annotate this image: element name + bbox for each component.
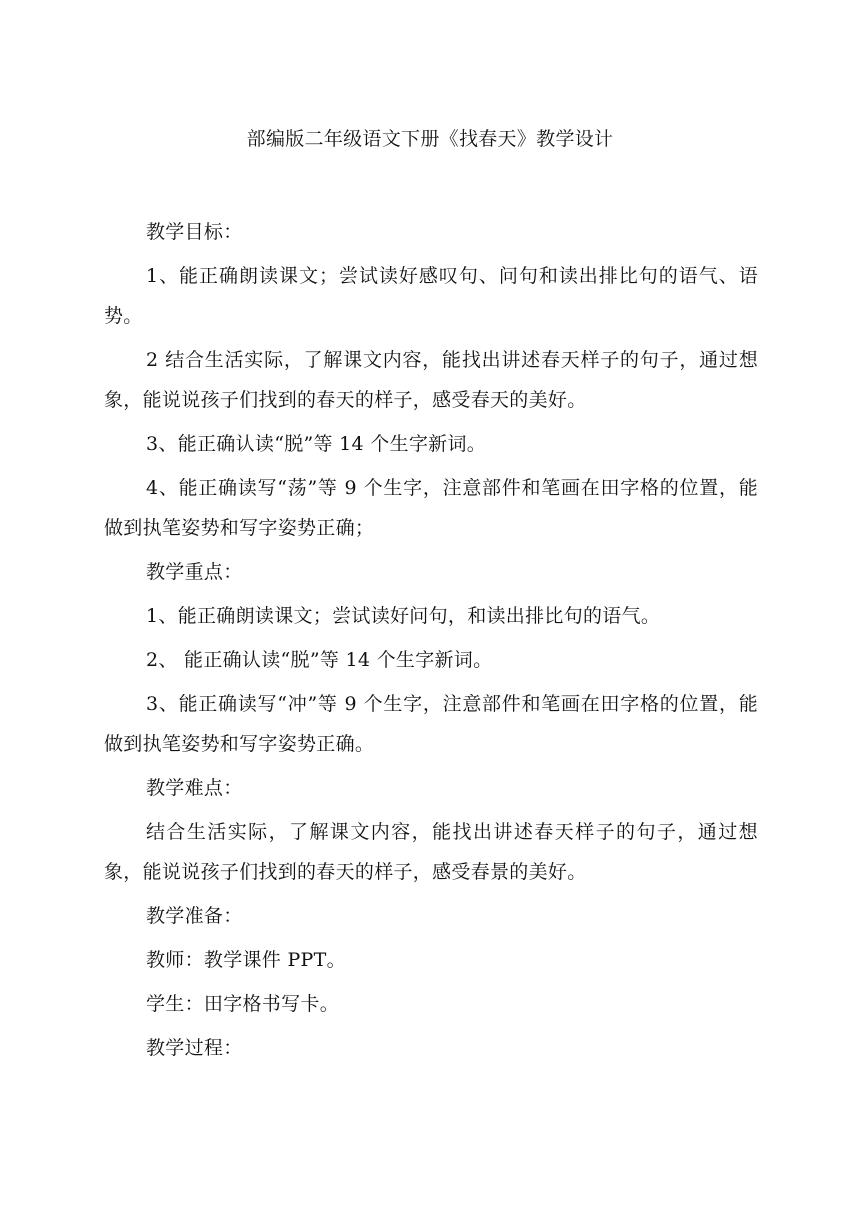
objective-item-3: 3、能正确认读“脱”等 14 个生字新词。 — [146, 433, 487, 455]
key-point-item-2: 2、 能正确认读“脱”等 14 个生字新词。 — [146, 649, 493, 671]
objective-item-4: 4、能正确读写“荡”等 9 个生字，注意部件和笔画在田字格的位置，能做到执笔姿势和写字姿势正确； — [104, 477, 758, 539]
key-point-item-1: 1、能正确朗读课文；尝试读好问句，和读出排比句的语气。 — [146, 605, 661, 627]
objective-item-1: 1、能正确朗读课文；尝试读好感叹句、问句和读出排比句的语气、语势。 — [104, 265, 758, 327]
section-heading-key-points: 教学重点： — [146, 561, 243, 583]
document-body — [104, 212, 758, 1072]
section-heading-preparation: 教学准备： — [146, 905, 243, 927]
difficulty-item: 结合生活实际，了解课文内容，能找出讲述春天样子的句子，通过想象，能说说孩子们找到的春天的样子，感受春景的美好。 — [104, 821, 758, 883]
document-title: 部编版二年级语文下册《找春天》教学设计 — [246, 128, 614, 150]
section-heading-process: 教学过程： — [146, 1037, 243, 1059]
key-point-item-3: 3、能正确读写“冲”等 9 个生字，注意部件和笔画在田字格的位置，能做到执笔姿势和写字姿势正确。 — [104, 693, 758, 755]
section-heading-difficulties: 教学难点： — [146, 777, 243, 799]
section-heading-objectives: 教学目标： — [146, 221, 243, 243]
objective-item-2: 2 结合生活实际，了解课文内容，能找出讲述春天样子的句子，通过想象，能说说孩子们找到的春天的样子，感受春天的美好。 — [104, 349, 758, 411]
preparation-teacher: 教师：教学课件 PPT。 — [146, 949, 346, 971]
preparation-student: 学生：田字格书写卡。 — [146, 993, 340, 1015]
